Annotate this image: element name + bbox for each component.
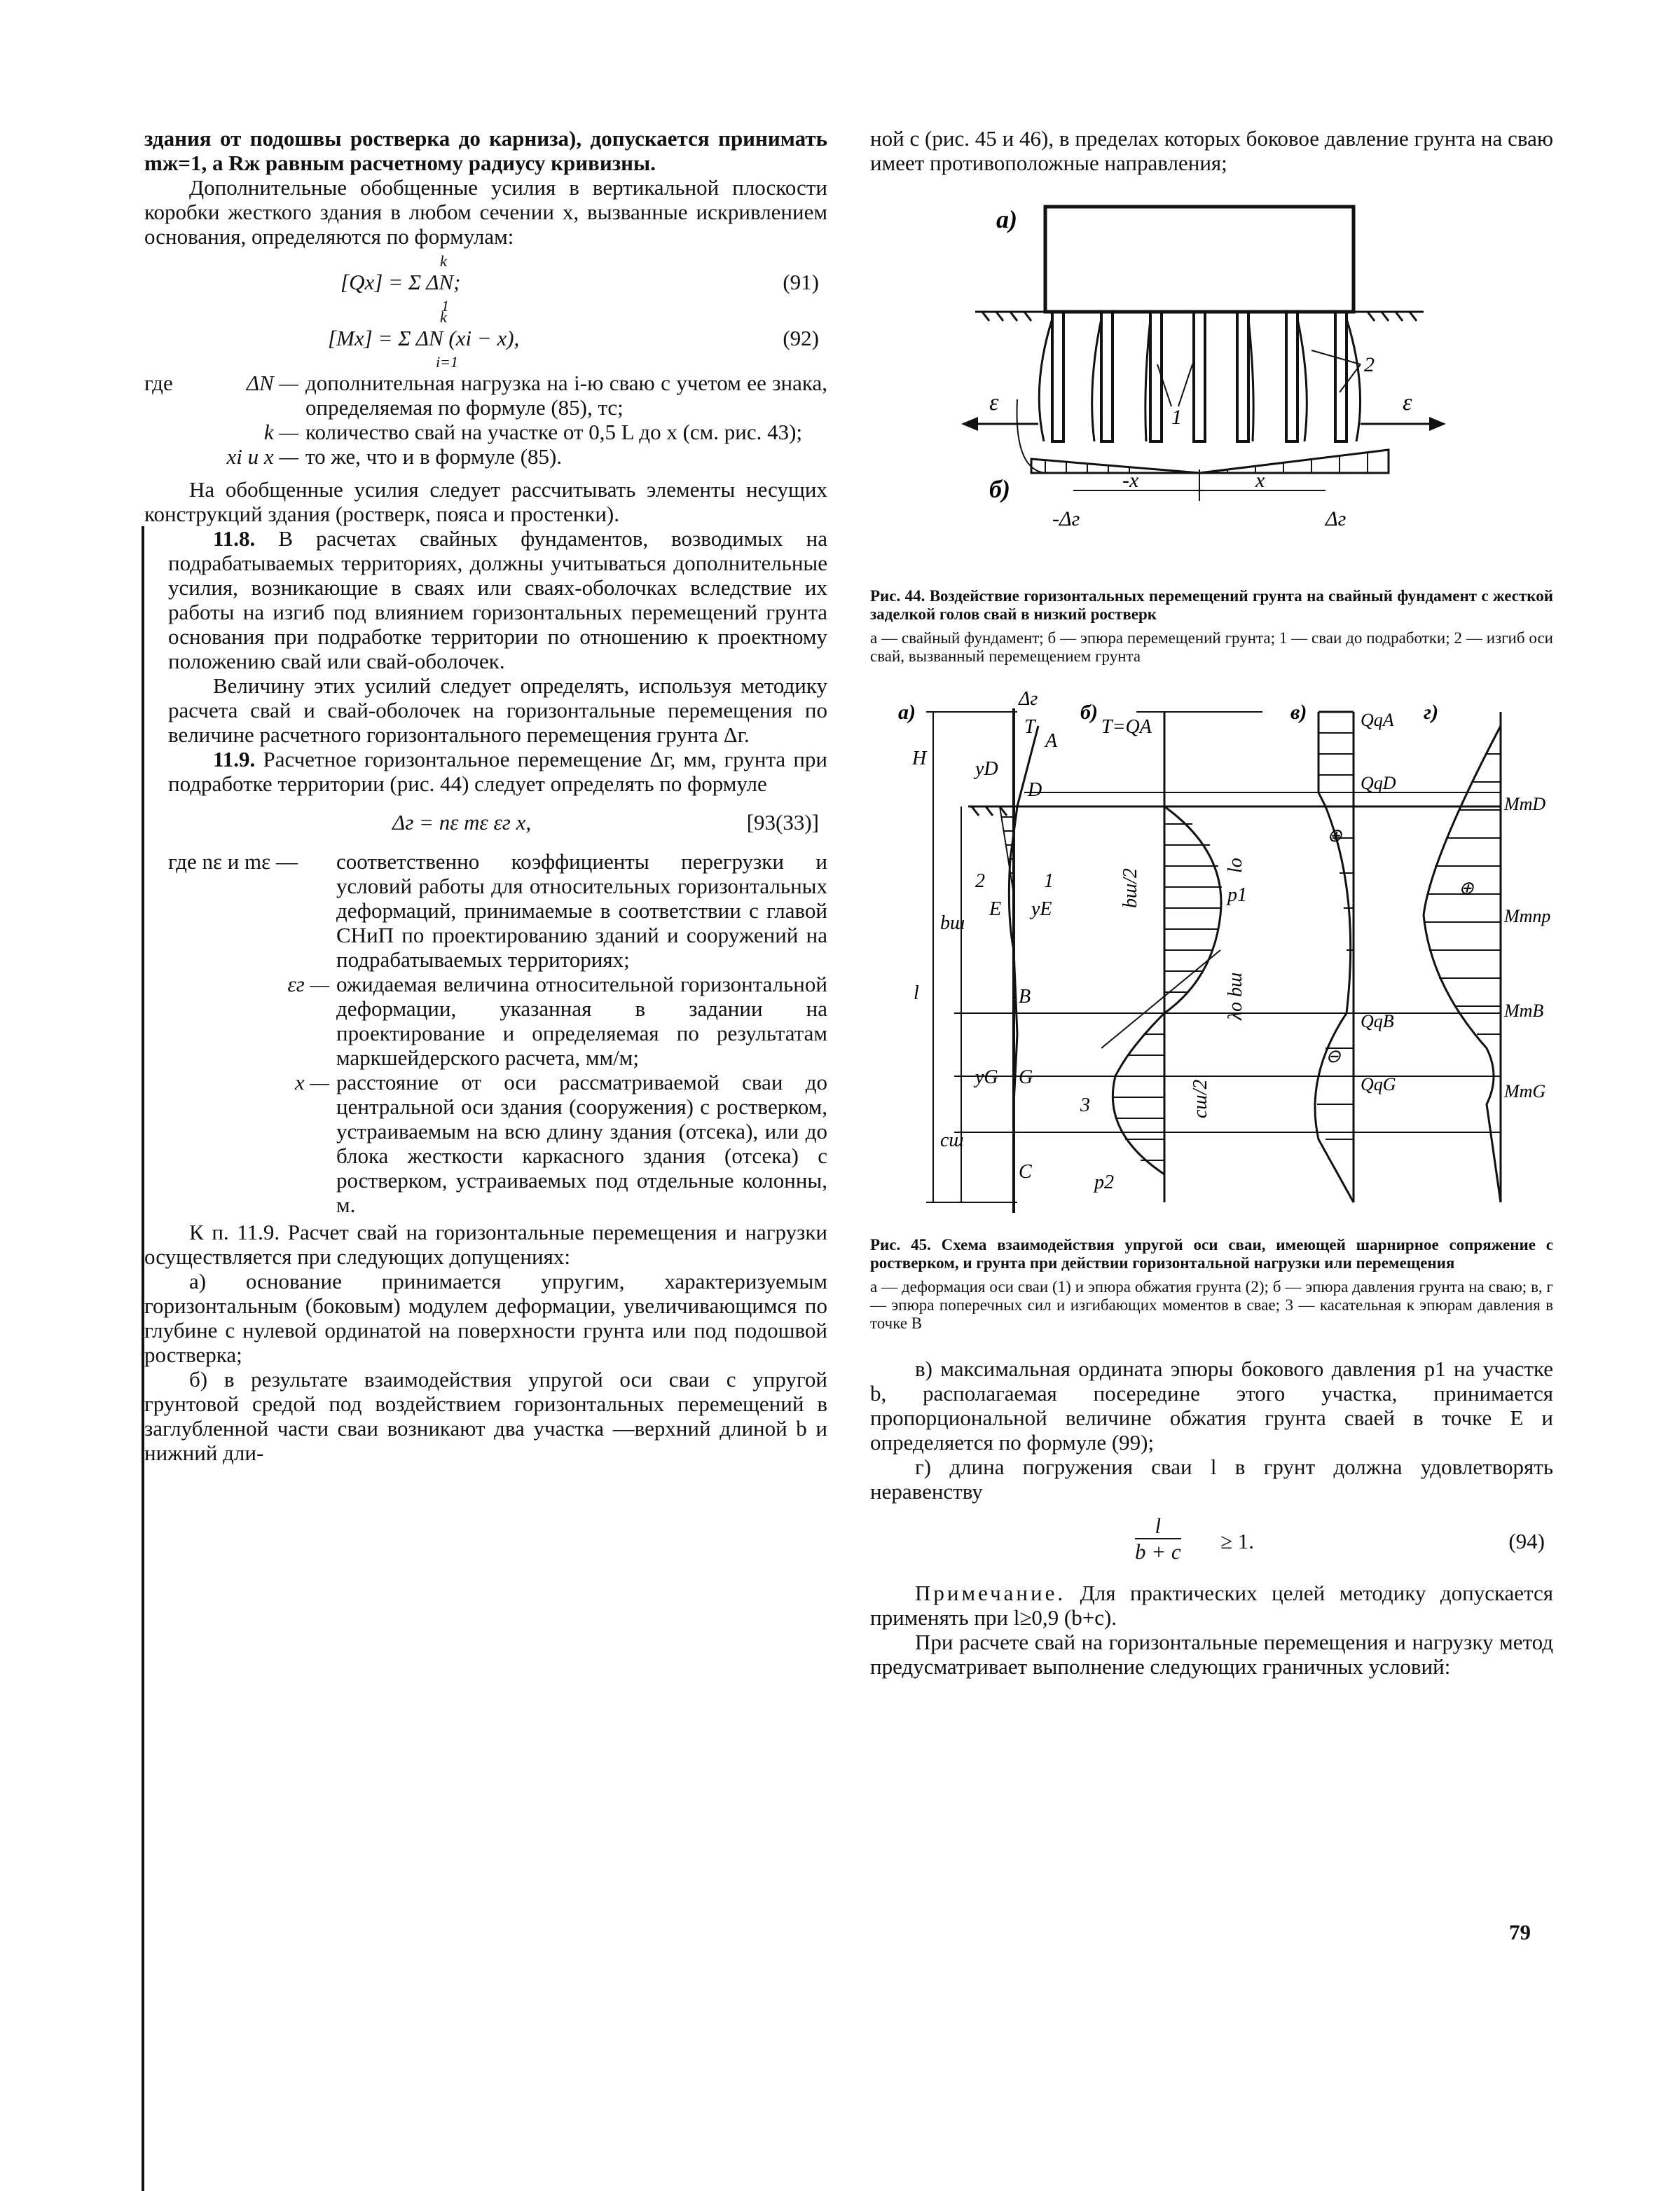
fig45-n1: 1	[1044, 870, 1054, 892]
paragraph: Дополнительные обобщенные усилия в вертикальной плоскости коробки жесткого здания в любом сечении x, вызванные искривлением основания, определяются по формулам:	[144, 175, 827, 249]
fig44-eps-left: ε	[989, 390, 999, 415]
symbol-legend	[144, 371, 827, 469]
shear-curve	[1315, 712, 1354, 1202]
legend-row	[168, 1070, 827, 1217]
fig45-label-a: а)	[898, 701, 916, 724]
fig45-plus-v: ⊕	[1327, 825, 1342, 846]
legend-text: количество свай на участке от 0,5 L до x (см. рис. 43);	[305, 420, 803, 444]
fig44-label-2: 2	[1364, 353, 1375, 376]
fig45-T: T	[1024, 716, 1035, 738]
formula-expression: [Qx] = Σ ΔN;	[340, 270, 461, 294]
fig45-QqB: QqB	[1361, 1011, 1394, 1031]
caption-explanation: а — свайный фундамент; б — эпюра перемещений грунта; 1 — сваи до подработки; 2 — изгиб оси свай, вызванный перемещением грунта	[870, 629, 1553, 665]
fig45-Mmpr: Mmпр	[1504, 906, 1551, 926]
shear-hatch	[1316, 733, 1354, 1139]
moment-curve	[1424, 726, 1501, 1202]
legend-symbol: где nε и mε —	[168, 849, 298, 874]
revision-bar	[142, 526, 144, 2191]
legend-row	[144, 444, 827, 469]
fig45-label-b: б)	[1080, 701, 1098, 724]
fig45-B: B	[1019, 986, 1031, 1008]
fig45-E: E	[989, 898, 1002, 920]
figure-45	[870, 684, 1551, 1230]
legend-text: то же, что и в формуле (85).	[305, 444, 563, 469]
legend-symbol: ΔN —	[246, 371, 298, 395]
fig45-QqG: QqG	[1361, 1074, 1396, 1094]
legend-row	[144, 420, 827, 444]
right-column	[870, 126, 1553, 1679]
fig44-x: x	[1255, 469, 1265, 492]
sum-upper-limit: k	[440, 252, 447, 270]
fig45-csh: cш	[940, 1129, 964, 1151]
formula-number: (92)	[783, 326, 819, 350]
caption-explanation: а — деформация оси сваи (1) и эпюра обжатия грунта (2); б — эпюра давления грунта на сваю; в, г — эпюра поперечных сил и изгибающих моментов в свае; 3 — касательная к эпюрам давления в точке B	[870, 1278, 1553, 1332]
fig45-label-v: в)	[1290, 701, 1307, 724]
legend-text: расстояние от оси рассматриваемой сваи до центральной оси здания (сооружения) с ростверком, устраиваемым на всю длину здания (отсека), или до блока жесткости каркасного здания (отсека) с ростверком, устраиваемых под отдельные колонны, м.	[336, 1070, 827, 1217]
figure-44	[947, 189, 1466, 582]
fig45-n3: 3	[1080, 1094, 1090, 1116]
fig45-QqD: QqD	[1361, 773, 1396, 793]
leader-line	[1157, 364, 1171, 406]
paragraph: б) в результате взаимодействия упругой оси сваи с упругой грунтовой средой под воздействием горизонтальных перемещений в заглубленной части сваи возникают два участка —верхний длиной b и нижний дли-	[144, 1367, 827, 1465]
legend-text: соответственно коэффициенты перегрузки и условий работы для относительных горизонтальных деформаций, принимаемые в соответствии с главой СНиП по проектированию зданий и сооружений на подрабатываемых территориях;	[336, 849, 827, 972]
sum-upper-limit: k	[440, 308, 447, 326]
caption-title: Рис. 44. Воздействие горизонтальных перемещений грунта на свайный фундамент с жесткой заделкой голов свай в низкий ростверк	[870, 587, 1553, 623]
fig45-csh2: cш/2	[1190, 1079, 1211, 1118]
paragraph: ной c (рис. 45 и 46), в пределах которых боковое давление грунта на сваю имеет противоположные направления;	[870, 126, 1553, 175]
formula-number: (94)	[1508, 1529, 1545, 1553]
legend-symbol: x —	[294, 1070, 329, 1094]
leader-line	[1340, 364, 1361, 392]
fig45-D: D	[1028, 779, 1042, 801]
fig45-delta: Δг	[1019, 688, 1038, 710]
fig44-minus-delta: -Δг	[1052, 507, 1080, 530]
fig45-C: C	[1019, 1161, 1032, 1183]
fig45-TQ: T=QA	[1101, 716, 1152, 738]
pressure-curve	[1113, 806, 1221, 1174]
diagram-negative	[1031, 459, 1199, 473]
fig45-p2: p2	[1094, 1172, 1114, 1193]
fig45-p1: p1	[1227, 884, 1247, 906]
formula-relation: ≥ 1.	[1220, 1529, 1255, 1553]
paragraph: На обобщенные усилия следует рассчитывать элементы несущих конструкций здания (ростверк, пояса и простенки).	[144, 477, 827, 526]
fig45-bsh2: bш/2	[1120, 868, 1141, 908]
formula-94	[870, 1504, 1553, 1581]
paragraph	[168, 747, 827, 796]
paragraph: в) максимальная ордината эпюры бокового давления p1 на участке b, располагаемая посередине этого участка, принимается пропорциональной величине обжатия грунта сваей в точке E и определяется по формуле (99);	[870, 1357, 1553, 1455]
fig45-label-g: г)	[1424, 701, 1439, 724]
paragraph	[168, 526, 827, 673]
legend-where: где	[144, 371, 173, 395]
paragraph: К п. 11.9. Расчет свай на горизонтальные перемещения и нагрузки осуществляется при следующих допущениях:	[144, 1220, 827, 1269]
fig45-yG: yG	[975, 1066, 998, 1088]
piles	[1052, 312, 1347, 441]
fig45-H: H	[912, 748, 927, 769]
formula-expression: [Mx] = Σ ΔN (xi − x),	[328, 326, 520, 350]
fig45-lo: lо	[1225, 858, 1246, 873]
clause-text: В расчетах свайных фундаментов, возводимых на подрабатываемых территориях, должны учитываться дополнительные усилия, возникающие в сваях или сваях-оболочках вследствие их работы на изгиб под влиянием горизонтальных перемещений грунта основания при подработке территории по отношению к проектному положению свай или свай-оболочек.	[168, 526, 828, 673]
fig44-label-1: 1	[1171, 406, 1182, 429]
legend-symbol: εг —	[287, 972, 329, 996]
fig44-label-a: а)	[996, 205, 1017, 233]
formula-expression: Δг = nε mε εг x,	[392, 810, 532, 834]
bent-pile-axes	[1039, 319, 1360, 441]
leader-line	[1178, 364, 1192, 406]
fig44-minus-x: -x	[1122, 469, 1139, 492]
formula-91	[144, 252, 827, 315]
legend-row	[168, 972, 827, 1070]
symbol-legend	[168, 849, 827, 1217]
paragraph: Величину этих усилий следует определять, используя методику расчета свай и свай-оболочек на горизонтальные перемещения по величине расчетного горизонтального перемещения грунта Δг.	[168, 673, 827, 747]
fig45-G: G	[1019, 1066, 1033, 1088]
fig44-label-b: б)	[989, 475, 1010, 503]
fig45-MmB: MmB	[1504, 1001, 1544, 1021]
legend-symbol: k —	[263, 420, 298, 444]
fig45-l: l	[914, 982, 919, 1004]
sum-lower-limit: 1	[441, 297, 449, 315]
paragraph: При расчете свай на горизонтальные перемещения и нагрузку метод предусматривает выполнение следующих граничных условий:	[870, 1630, 1553, 1679]
fig45-minus-v: ⊖	[1326, 1046, 1341, 1066]
legend-row	[168, 849, 827, 972]
left-column	[144, 126, 827, 1465]
note	[870, 1581, 1553, 1630]
fig45-plus-g: ⊕	[1459, 878, 1474, 898]
diagram-hatch	[1045, 453, 1368, 473]
formula-number: [93(33)]	[746, 810, 819, 834]
fraction-denominator: b + c	[1135, 1539, 1181, 1564]
paragraph: г) длина погружения сваи l в грунт должна удовлетворять неравенству	[870, 1455, 1553, 1504]
fig44-eps-right: ε	[1403, 390, 1412, 415]
fig45-MmG: MmG	[1504, 1081, 1546, 1101]
clause-number: 11.9.	[213, 747, 256, 771]
paragraph: а) основание принимается упругим, характеризуемым горизонтальным (боковым) модулем деформации, увеличивающимся по глубине с нулевой ординатой на поверхности грунта или под подошвой ростверка;	[144, 1269, 827, 1367]
fraction-numerator: l	[1135, 1513, 1181, 1539]
revised-block	[144, 526, 827, 1217]
arrowhead-right	[1429, 417, 1446, 431]
caption-title: Рис. 45. Схема взаимодействия упругой оси сваи, имеющей шарнирное сопряжение с ростверком, и грунта при действии горизонтальной нагрузки или перемещения	[870, 1236, 1553, 1272]
formula-93	[168, 803, 827, 842]
fig45-QqA: QqA	[1361, 710, 1394, 730]
fig44-delta: Δг	[1326, 507, 1347, 530]
note-text: Для практических целей методику допускается применять при l≥0,9 (b+c).	[870, 1581, 1554, 1630]
fig45-A: A	[1045, 730, 1058, 752]
fig45-lbsh: λо bш	[1225, 972, 1246, 1020]
formula-fraction	[1135, 1513, 1181, 1564]
fig45-bsh: bш	[940, 912, 965, 934]
page-number: 79	[1509, 1920, 1531, 1944]
formula-number: (91)	[783, 270, 819, 294]
fig45-MmD: MmD	[1504, 794, 1546, 814]
legend-row	[144, 371, 827, 420]
clause-text: Расчетное горизонтальное перемещение Δг, мм, грунта при подработке территории (рис. 44) следует определять по формуле	[168, 747, 828, 796]
legend-symbol: xi и x —	[226, 444, 298, 469]
figure-45-caption	[870, 1236, 1553, 1333]
building-block	[1045, 207, 1354, 312]
note-label: Примечание.	[915, 1581, 1066, 1605]
clause-number: 11.8.	[213, 526, 256, 551]
fig45-yD: yD	[975, 758, 998, 780]
arrowhead-left	[961, 417, 978, 431]
legend-text: дополнительная нагрузка на i-ю сваю с учетом ее знака, определяемая по формуле (85), тс;	[305, 371, 827, 420]
sum-lower-limit: i=1	[436, 353, 458, 371]
paragraph: здания от подошвы ростверка до карниза), допускается принимать mж=1, а Rж равным расчетному радиусу кривизны.	[144, 126, 827, 175]
legend-text: ожидаемая величина относительной горизонтальной деформации, указанная в задании на проектирование и определяемая по результатам маркшейдерского расчета, мм/м;	[336, 972, 827, 1070]
fig45-n2: 2	[975, 870, 985, 892]
formula-92	[144, 308, 827, 371]
fig45-yE: yE	[1031, 898, 1052, 920]
figure-44-caption	[870, 587, 1553, 666]
compression-hatch	[1002, 817, 1014, 873]
